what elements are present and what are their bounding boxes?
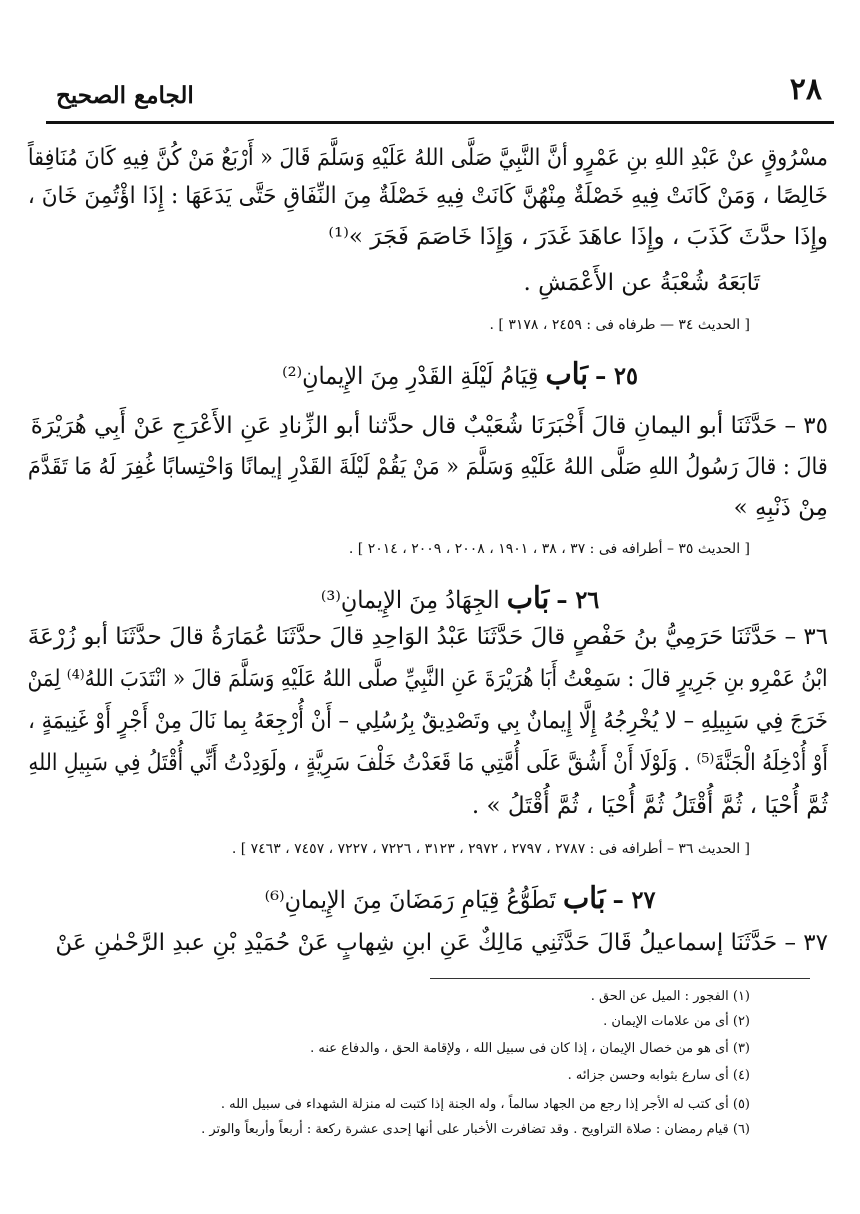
chapter-title: تَطَوُّعُ قِيَامِ رَمَضَانَ مِنَ الإِيمانِ⁽⁶⁾ (264, 886, 556, 914)
text-line: ابْنُ عَمْرِو بنِ جَرِيرٍ قالَ : سَمِعْتُ أَبَا هُرَيْرَةَ عَنِ النَّبِيِّ صلَّى اللهُ عَلَيْهِ وَسَلَّمَ قالَ « انْتَدَبَ اللهُ⁽⁴⁾ لِمَنْ (27, 666, 828, 692)
chapter-title: الجِهَادُ مِنَ الإِيمانِ⁽³⁾ (320, 586, 500, 614)
chapter-heading-27 (60, 881, 860, 916)
cross-reference: [ الحديث ٣٥ – أطرافه فى : ٣٧ ، ٣٨ ، ١٩٠١ ، ٢٠٠٨ ، ٢٠٠٩ ، ٢٠١٤ ] . (348, 541, 750, 557)
footnote: (١) الفجور : الميل عن الحق . (590, 989, 750, 1004)
text-line: وإِذَا حدَّثَ كَذَبَ ، وإِذَا عاهَدَ غَدَرَ ، وَإِذَا خَاصَمَ فَجَرَ »⁽¹⁾ (328, 224, 828, 250)
text-line: خَالِصًا ، وَمَنْ كَانَتْ فِيهِ خَصْلَةٌ مِنْهُنَّ كَانَتْ فِيهِ خَصْلَةٌ مِنَ النِّفَاقِ حَتَّى يَدَعَهَا : إِذَا اؤْتُمِنَ خَانَ ، (27, 183, 828, 209)
text-line: ٣٥ – حَدَّثَنَا أبو اليمانِ قالَ أَخْبَرَنَا شُعَيْبٌ قال حدَّثنا أبو الزِّنادِ عَنِ الأَعْرَجِ عَنْ أَبِي هُرَيْرَةَ (30, 413, 828, 439)
tabaahu-line: تَابَعَهُ شُعْبَةُ عن الأَعْمَشِ . (523, 270, 760, 296)
text-line: أَوْ أُدْخِلَهُ الْجَنَّةَ⁽⁵⁾ . وَلَوْلَا أَنْ أَشُقَّ عَلَى أُمَّتِي مَا قَعَدْتُ خَلْفَ سَرِيَّةٍ ، ولَوَدِدْتُ أَنِّي أُقْتَلُ فِي سَبِيلِ اللهِ (28, 750, 828, 776)
text-line: مِنْ ذَنْبِهِ » (733, 495, 828, 521)
text-line: ٣٦ – حَدَّثَنَا حَرَمِيُّ بنُ حَفْصٍ قالَ حَدَّثَنَا عَبْدُ الوَاحِدِ قالَ حدَّثَنَا عُمَارَةُ قالَ حدَّثَنَا أبو زُرْعَةَ (27, 624, 828, 650)
page-number: ٢٨ (789, 72, 822, 107)
cross-reference: [ الحديث ٣٤ — طرفاه فى : ٢٤٥٩ ، ٣١٧٨ ] . (489, 317, 750, 333)
chapter-number: ٢٥ – (595, 361, 639, 390)
text-line: ثُمَّ أُحْيَا ، ثُمَّ أُقْتَلُ ثُمَّ أُحْيَا ، ثُمَّ أُقْتَلُ » . (471, 793, 828, 819)
footnote-rule (430, 978, 810, 979)
chapter-title: قِيَامُ لَيْلَةِ القَدْرِ مِنَ الإِيمانِ⁽²⁾ (282, 362, 539, 390)
text-line: مسْرُوقٍ عنْ عَبْدِ اللهِ بنِ عَمْرٍو أنَّ النَّبِيَّ صَلَّى اللهُ عَلَيْهِ وَسَلَّمَ قَالَ « أَرْبَعٌ مَنْ كُنَّ فِيهِ كَانَ مُنَافِقاً (27, 145, 828, 171)
chapter-number: ٢٦ – (556, 585, 600, 614)
text-line: ٣٧ – حَدَّثَنَا إسماعيلُ قَالَ حَدَّثَنِي مَالِكٌ عَنِ ابنِ شِهابٍ عَنْ حُمَيْدِ بْنِ عبدِ الرَّحْمٰنِ عَنْ (55, 930, 828, 956)
footnote: (٢) أى من علامات الإيمان . (603, 1014, 750, 1029)
text-line: قالَ : قالَ رَسُولُ اللهِ صَلَّى اللهُ عَلَيْهِ وَسَلَّمَ « مَنْ يَقُمْ لَيْلَةَ القَدْرِ إيمانًا وَاحْتِسابًا غُفِرَ لَهُ مَا تَقَدَّمَ (28, 454, 828, 480)
footnote: (٥) أى كتب له الأجر إذا رجع من الجهاد سالماً ، وله الجنة إذا كتبت له منزلة الشهداء فى سبيل الله . (220, 1097, 750, 1112)
footnote: (٤) أى سارع بثوابه وحسن جزائه . (567, 1068, 750, 1083)
running-title: الجامع الصحيح (56, 82, 194, 109)
chapter-heading-25 (60, 357, 860, 392)
page-header (48, 72, 828, 122)
header-rule (46, 121, 834, 124)
bab-label: بَاب (545, 357, 589, 392)
cross-reference: [ الحديث ٣٦ – أطرافه فى : ٢٧٨٧ ، ٢٧٩٧ ، ٢٩٧٢ ، ٣١٢٣ ، ٧٢٢٦ ، ٧٢٢٧ ، ٧٤٥٧ ، ٧٤٦٣ ] . (231, 841, 750, 857)
bab-label: بَاب (506, 581, 550, 616)
chapter-heading-26 (60, 581, 860, 616)
footnote: (٣) أى هو من خصال الإيمان ، إذا كان فى سبيل الله ، ولإقامة الحق ، والدفاع عنه . (310, 1041, 750, 1056)
footnote: (٦) قيام رمضان : صلاة التراويح . وقد تضافرت الأخبار على أنها إحدى عشرة ركعة : أربعاً وأربعاً والوتر . (201, 1122, 750, 1137)
bab-label: بَاب (562, 881, 606, 916)
chapter-number: ٢٧ – (612, 885, 656, 914)
text-line: خَرَجَ فِي سَبِيلِهِ – لا يُخْرِجُهُ إِلَّا إِيمانٌ بِي وتَصْدِيقٌ بِرُسُلِي – أَنْ أُرْجِعَهُ بِما نَالَ مِنْ أَجْرٍ أَوْ غَنِيمَةٍ ، (28, 708, 828, 734)
